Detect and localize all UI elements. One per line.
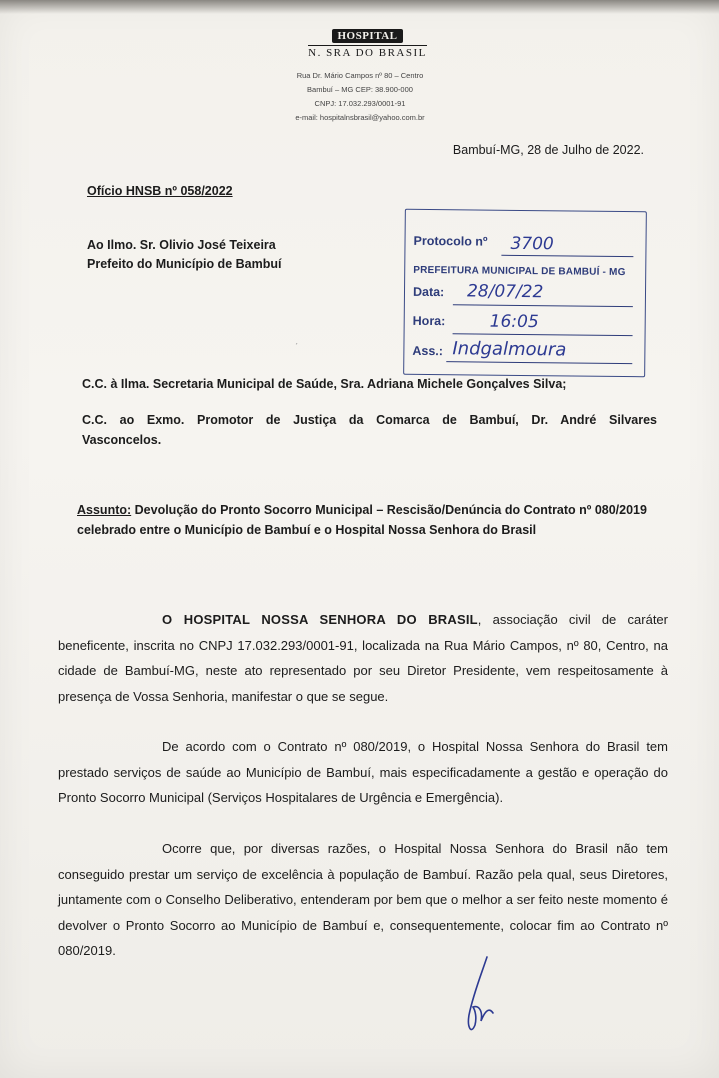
stamp-ass-line [446,361,632,364]
addressee-title: Prefeito do Município de Bambuí [87,257,282,271]
stamp-protocolo-line [501,255,633,257]
paragraph-2-text: De acordo com o Contrato nº 080/2019, o Hospital Nossa Senhora do Brasil tem prestado serviços de saúde ao Município de Bambuí, mais especificadamente a gestão e operação do Pronto Socorro Municipal (Serviços Hospitalares de Urgência e Emergência). [58,739,668,805]
stamp-protocolo-handwritten: 3700 [510,233,554,255]
stamp-protocolo-label: Protocolo nº [413,233,488,249]
stamp-hora-handwritten: 16:05 [489,311,539,333]
cc-secretaria: C.C. à Ilma. Secretaria Municipal de Saúde, Sra. Adriana Michele Gonçalves Silva; [82,377,567,391]
logo-bottom-text: N. SRA DO BRASIL [308,47,427,59]
paragraph-3-text: Ocorre que, por diversas razões, o Hospital Nossa Senhora do Brasil não tem conseguido prestar um serviço de excelência à população de Bambuí. Razão pela qual, seus Diretores, juntamente com o Conselho Deliberativo, entenderam por bem que o melhor a ser feito neste momento é devolver o Pronto Socorro ao Município de Bambuí e, consequentemente, colocar fim ao Contrato nº 080/2019. [58,841,668,958]
stamp-hora-label: Hora: [412,313,446,329]
cc-promotor-line2: Vasconcelos. [82,433,162,447]
stray-mark: ˊ [295,342,298,352]
cc-promotor-line1: C.C. ao Exmo. Promotor de Justiça da Comarca de Bambuí, Dr. André Silvares [82,413,657,427]
stamp-data-line [453,304,633,307]
subject-text: Devolução do Pronto Socorro Municipal – Rescisão/Denúncia do Contrato nº 080/2019 celebrado entre o Município de Bambuí e o Hospital Nossa Senhora do Brasil [77,503,647,537]
letterhead-contact [240,69,480,125]
subject-label: Assunto: [77,503,132,517]
stamp-signature: Indgalmoura [452,338,567,361]
address-line: Rua Dr. Mário Campos nº 80 – Centro [296,71,424,80]
subject-block [77,500,657,540]
hospital-name-bold: O HOSPITAL NOSSA SENHORA DO BRASIL [162,612,478,627]
stamp-data-label: Data: [412,284,445,300]
city-line: Bambuí – MG CEP: 38.900-000 [307,85,413,94]
protocol-stamp [403,209,647,378]
addressee-name: Ao Ilmo. Sr. Olivio José Teixeira [87,238,276,252]
stamp-hora-line [453,333,633,336]
body-paragraph-1 [58,607,668,709]
email-line: e-mail: hospitalnsbrasil@yahoo.com.br [295,113,425,122]
cnpj-line: CNPJ: 17.032.293/0001-91 [314,99,406,108]
letterhead [0,26,719,61]
body-paragraph-2 [58,734,668,811]
oficio-number: Ofício HNSB nº 058/2022 [87,184,233,198]
hospital-logo [308,26,427,59]
stamp-data-handwritten: 28/07/22 [466,281,544,303]
initials-signature [455,955,505,1045]
paper-edge-shadow [0,0,719,14]
body-paragraph-3 [58,836,668,964]
addressee-block [87,236,281,274]
paragraph-1-text: , associação civil de caráter beneficente, inscrita no CNPJ 17.032.293/0001-91, localizada na Rua Mário Campos, nº 80, Centro, na cidade de Bambuí-MG, neste ato representado por seu Diretor Presidente, vem respeitosamente à presença de Vossa Senhoria, manifestar o que se segue. [58,612,668,704]
cc-promotor [82,410,657,450]
logo-top-text: HOSPITAL [332,29,402,43]
stamp-ass-label: Ass.: [412,343,444,359]
document-date: Bambuí-MG, 28 de Julho de 2022. [452,143,644,157]
stamp-organization: PREFEITURA MUNICIPAL DE BAMBUÍ - MG [413,264,626,279]
